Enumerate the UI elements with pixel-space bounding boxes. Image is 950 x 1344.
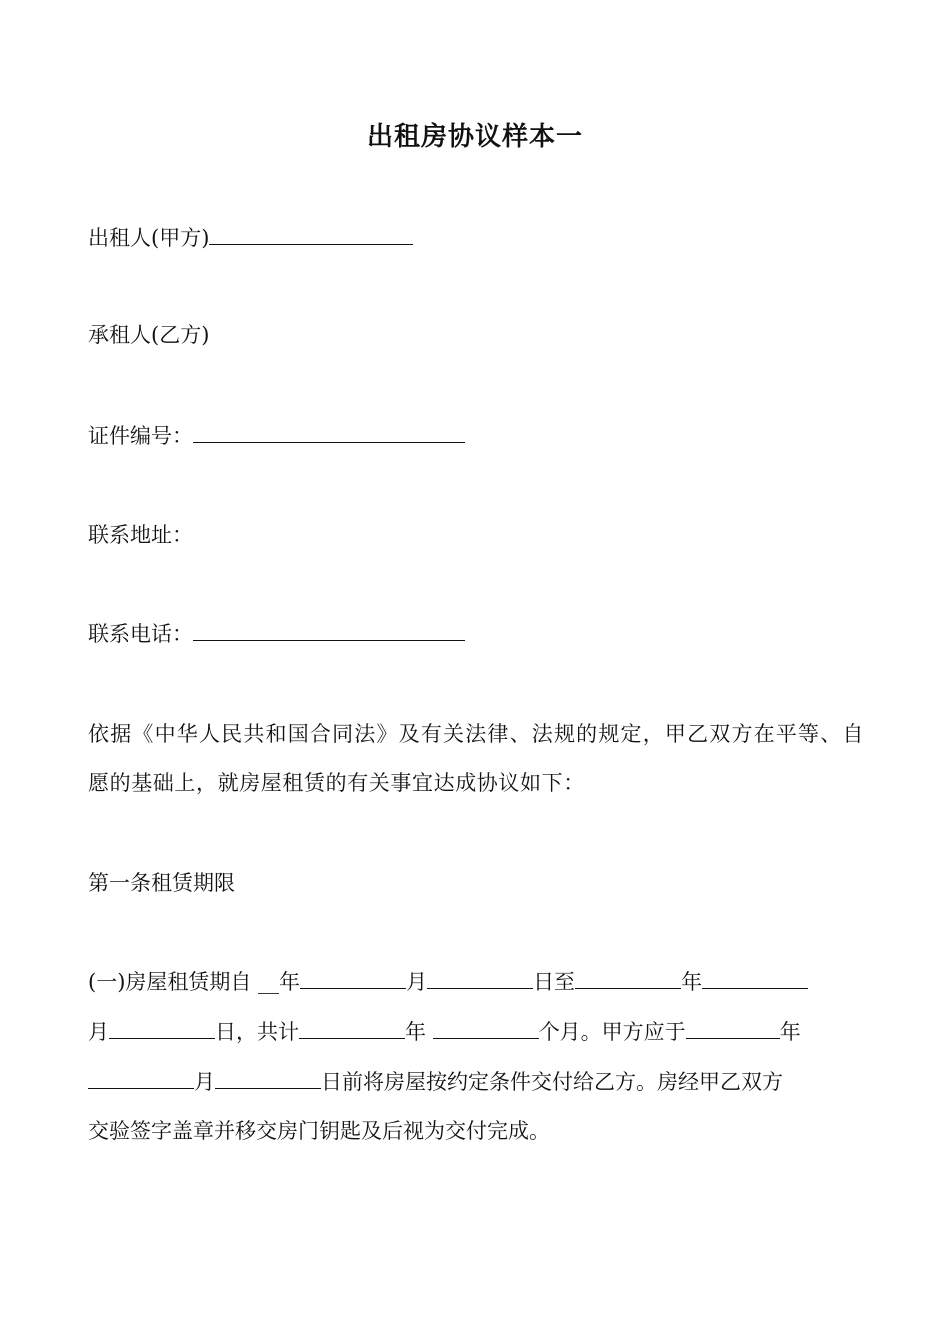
address-line [88, 520, 193, 550]
clause1-text-a: (一)房屋租赁期自 __年 [88, 970, 301, 994]
document-title: 出租房协议样本一 [366, 122, 583, 152]
phone-label: 联系电话： [88, 622, 193, 646]
clause1-text-b: 月 [406, 970, 428, 994]
clause1-line1 [88, 966, 808, 997]
lessee-label: 承租人(乙方) [88, 323, 210, 347]
clause1-text-e: 月 [88, 1020, 109, 1044]
clause1-blank-e [109, 1016, 215, 1039]
clause1-blank-d [702, 966, 808, 989]
clause1-blank-b [427, 966, 533, 989]
clause1-blank-j [215, 1066, 321, 1089]
lessor-label: 出租人(甲方) [88, 226, 210, 250]
clause1-blank-f [299, 1016, 405, 1039]
lessee-line [88, 320, 209, 350]
clause1-blank-g [433, 1016, 539, 1039]
clause1-text-h: 个月。甲方应于 [538, 1020, 686, 1044]
clause1-text-c: 日至 [533, 970, 576, 994]
clause1-line3 [88, 1066, 783, 1097]
clause1-text-i: 年 [779, 1020, 801, 1044]
id-label: 证件编号： [88, 424, 193, 448]
clause1-text-j: 月 [194, 1070, 215, 1094]
clause1-line2 [88, 1016, 801, 1047]
clause1-text-f: 日，共计 [215, 1020, 299, 1044]
clause1-line4: 交验签字盖章并移交房门钥匙及后视为交付完成。 [88, 1119, 550, 1143]
intro-paragraph: 依据《中华人民共和国合同法》及有关法律、法规的规定，甲乙双方在平等、自愿的基础上，就房屋租赁的有关事宜达成协议如下： [88, 722, 864, 795]
article1-heading: 第一条租赁期限 [88, 871, 235, 895]
clause1-text-d: 年 [681, 970, 703, 994]
clause1-blank-h [686, 1016, 780, 1039]
address-label: 联系地址： [88, 523, 193, 547]
clause1-text-k: 日前将房屋按约定条件交付给乙方。房经甲乙双方 [321, 1070, 783, 1094]
id-line [88, 420, 465, 451]
phone-line [88, 618, 465, 649]
phone-blank [193, 618, 465, 641]
clause1-blank-i [88, 1066, 194, 1089]
lessor-line [88, 222, 413, 253]
id-blank [193, 420, 465, 443]
clause1-text-g: 年 [405, 1020, 433, 1044]
clause1-blank-a [300, 966, 406, 989]
lessor-blank [209, 222, 413, 245]
clause1-blank-c [575, 966, 681, 989]
